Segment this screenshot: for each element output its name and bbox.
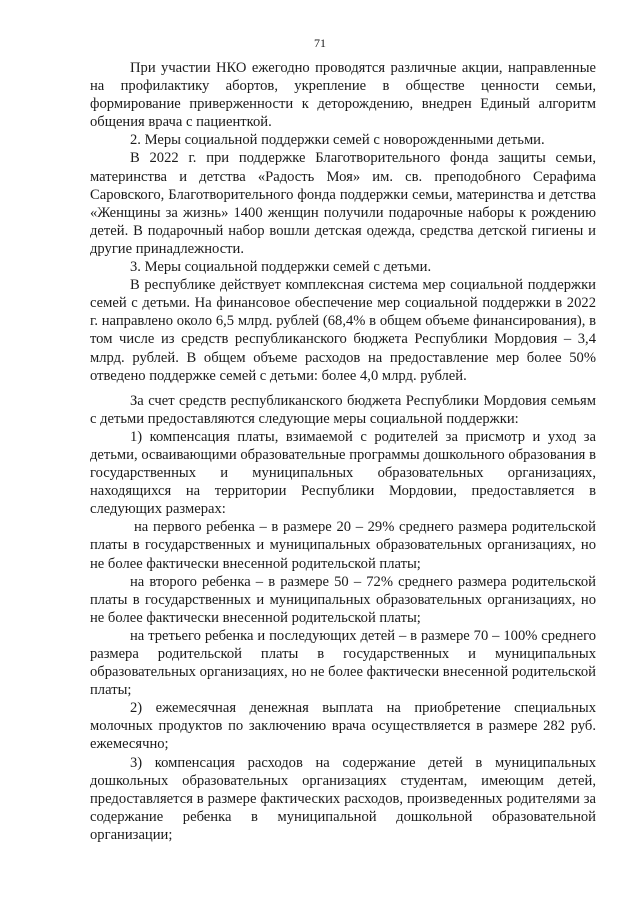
list-subitem-first-child: на первого ребенка – в размере 20 – 29% среднего размера родительской платы в государственных и муниципальных образовательных организациях, но не более фактически внесенной родительской платы;	[90, 519, 596, 572]
paragraph-gift-sets: В 2022 г. при поддержке Благотворительного фонда защиты семьи, материнства и детства «Радость Моя» им. св. преподобного Серафима Саровского, Благотворительного фонда поддержки семьи, материнства и детства «Женщины за жизнь» 1400 женщин получили подарочные наборы к рождению детей. В подарочный набор вошли детская одежда, средства детской гигиены и другие принадлежности.	[90, 150, 596, 257]
list-item-student-compensation: 3) компенсация расходов на содержание детей в муниципальных дошкольных образовательных организациях студентам, имеющим детей, предоставляется в размере фактических расходов, произведенных родителями за содержание ребенка в муниципальной дошкольной образовательной организации;	[90, 754, 596, 843]
paragraph-support-system: В республике действует комплексная система мер социальной поддержки семей с детьми. На финансовое обеспечение мер социальной поддержки в 2022 г. направлено около 6,5 млрд. рублей (68,4% в общем объеме финансирования), в том числе из средств республиканского бюджета Республики Мордовия – 3,4 млрд. рублей. В общем объеме расходов на предоставление мер более 50% отведено поддержке семей с детьми: более 4,0 млрд. рублей.	[90, 277, 596, 384]
heading-newborn-support: 2. Меры социальной поддержки семей с новорожденными детьми.	[130, 132, 545, 149]
document-body	[90, 59, 596, 844]
heading-family-support: 3. Меры социальной поддержки семей с детьми.	[130, 259, 432, 276]
list-subitem-third-child: на третьего ребенка и последующих детей – в размере 70 – 100% среднего размера родительской платы в государственных и муниципальных образовательных организациях, но не более фактически внесенной родительской платы;	[90, 627, 596, 699]
list-item-milk-payment: 2) ежемесячная денежная выплата на приобретение специальных молочных продуктов по заключению врача осуществляется в размере 282 руб. ежемесячно;	[90, 700, 596, 753]
list-subitem-second-child: на второго ребенка – в размере 50 – 72% среднего размера родительской платы в государственных и муниципальных образовательных организациях, но не более фактически внесенной родительской платы;	[90, 573, 596, 626]
list-item-fee-compensation: 1) компенсация платы, взимаемой с родителей за присмотр и уход за детьми, осваивающими образовательные программы дошкольного образования в государственных и муниципальных образовательных организациях, находящихся на территории Республики Мордовии, предоставляется в следующих размерах:	[90, 428, 596, 518]
page-number: 71	[314, 36, 326, 50]
paragraph-nko-actions: При участии НКО ежегодно проводятся различные акции, направленные на профилактику абортов, укрепление в обществе ценности семьи, формирование приверженности к деторождению, внедрен Единый алгоритм общения врача с пациенткой.	[90, 60, 596, 131]
paragraph-support-measures-intro: За счет средств республиканского бюджета Республики Мордовия семьям с детьми предоставляются следующие меры социальной поддержки:	[90, 392, 596, 427]
